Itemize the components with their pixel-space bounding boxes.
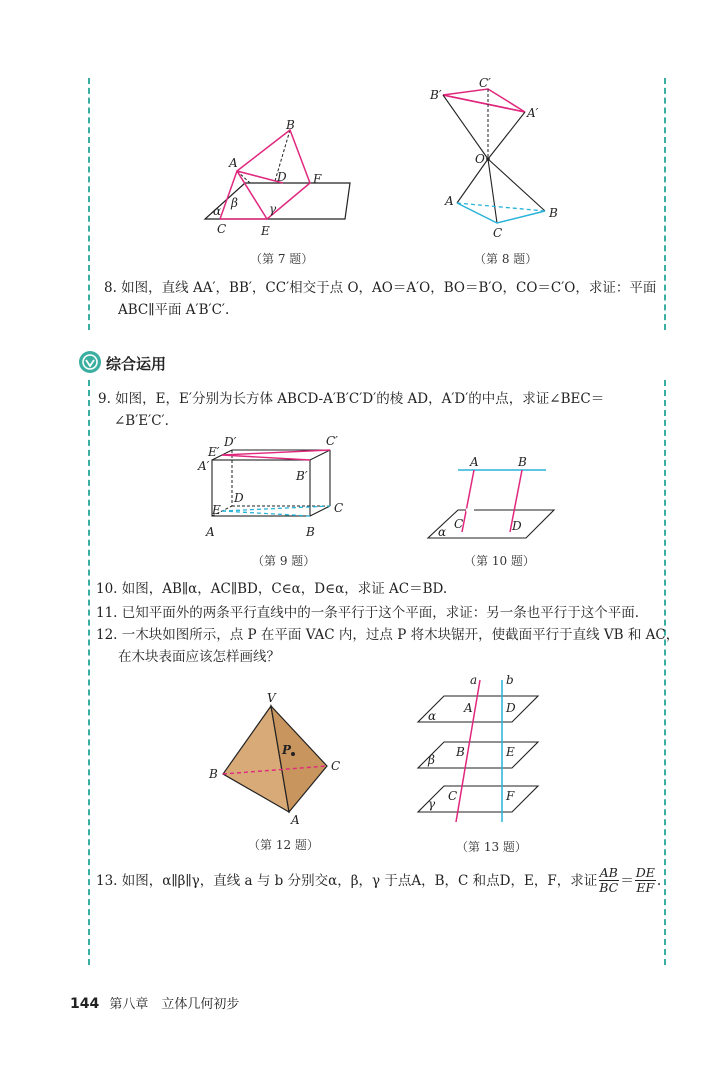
figure-13 (414, 672, 544, 832)
fig7-caption: （第 7 题） (250, 252, 314, 266)
fig13-label-a: a (470, 673, 478, 687)
fig10-label-alpha: α (438, 525, 447, 539)
fig8-label-C: C (493, 226, 503, 240)
fig9-label-A: A (206, 525, 215, 539)
fig8-label-A: A (445, 194, 454, 208)
section-title: 综合运用 (106, 355, 167, 373)
problem-13 (96, 866, 661, 895)
fraction-ab-numerator: AB (599, 865, 618, 880)
problem-10: 10. 如图，AB∥α，AC∥BD，C∈α，D∈α，求证 AC＝BD. (96, 581, 448, 597)
fig9-label-E: E (212, 503, 221, 517)
fig8-label-O: O (475, 152, 485, 166)
fig8-label-C1: C′ (479, 76, 491, 90)
figure-10 (422, 452, 572, 547)
fig13-label-b: b (506, 673, 514, 687)
fig7-label-D: D (277, 170, 287, 184)
fraction-ab-bc (598, 866, 619, 895)
margin-line-left-top (88, 78, 90, 330)
problem-13-end: . (656, 872, 662, 889)
page-footer (70, 993, 239, 1012)
fraction-de-denominator: EF (636, 880, 655, 895)
fig9-label-C: C (334, 501, 344, 515)
fig12-caption: （第 12 题） (248, 838, 319, 852)
fig13-label-A: A (464, 701, 473, 715)
fig9-label-B: B (306, 525, 315, 539)
problem-12-line2: 在木块表面应该怎样画线？ (118, 649, 280, 665)
problem-9-line2: ∠B′E′C′. (114, 413, 169, 429)
problem-11: 11. 已知平面外的两条平行直线中的一条平行于这个平面，求证：另一条也平行于这个平面. (96, 605, 640, 621)
margin-line-right-bottom (664, 380, 666, 965)
fig7-label-beta: β (231, 196, 238, 210)
figure-12 (205, 688, 350, 828)
fig9-label-D1: D′ (224, 435, 237, 449)
figure-7 (195, 115, 365, 245)
figure-8 (425, 75, 575, 245)
fig10-label-A: A (470, 455, 479, 469)
fig12-label-P: P (282, 743, 292, 757)
fig13-label-beta: β (428, 753, 435, 767)
problem-12-line1: 12. 一木块如图所示，点 P 在平面 VAC 内，过点 P 将木块锯开，使截面平行于直线 VB 和 AC， (96, 627, 680, 643)
margin-line-left-bottom (88, 380, 90, 965)
fig7-label-C: C (217, 222, 227, 236)
fraction-ab-denominator: BC (599, 880, 619, 895)
fig13-caption: （第 13 题） (456, 840, 527, 854)
figure-9 (190, 432, 360, 544)
fig7-label-gamma: γ (269, 202, 277, 216)
fig7-label-A: A (229, 156, 238, 170)
margin-line-right-top (664, 78, 666, 330)
fig10-caption: （第 10 题） (464, 554, 535, 568)
fraction-de-ef (635, 866, 656, 895)
fig9-caption: （第 9 题） (252, 554, 316, 568)
fig9-label-B1: B′ (296, 469, 308, 483)
fig12-label-V: V (267, 691, 276, 705)
chapter-title: 第八章 立体几何初步 (109, 997, 240, 1012)
fig10-label-C: C (454, 517, 464, 531)
fig8-label-A1: A′ (527, 106, 539, 120)
problem-13-text: 13. 如图，α∥β∥γ，直线 a 与 b 分别交α，β，γ 于点A，B，C 和点D，E，F，求证 (96, 872, 598, 889)
fraction-de-numerator: DE (635, 865, 655, 880)
fig10-label-B: B (518, 455, 527, 469)
fig13-label-B: B (456, 745, 465, 759)
fig8-caption: （第 8 题） (474, 252, 538, 266)
fig9-label-E1: E′ (208, 445, 220, 459)
fig7-label-F: F (313, 172, 322, 186)
problem-13-equals: ＝ (620, 872, 634, 889)
fig12-label-C: C (331, 759, 341, 773)
fig7-label-E: E (261, 224, 270, 238)
fig8-label-B: B (549, 206, 558, 220)
problem-8-line1: 8. 如图，直线 AA′，BB′，CC′相交于点 O，AO＝A′O，BO＝B′O，CO＝C′O，求证：平面 (104, 280, 657, 296)
fig13-label-gamma: γ (428, 797, 436, 811)
fig13-label-E: E (506, 745, 515, 759)
fig12-label-A: A (291, 813, 300, 827)
fig13-label-F: F (506, 789, 515, 803)
fig13-label-alpha: α (428, 709, 437, 723)
fig7-label-B: B (286, 118, 295, 132)
section-badge-icon (78, 350, 102, 374)
fig13-label-C: C (448, 789, 458, 803)
fig12-label-B: B (209, 767, 218, 781)
fig7-label-alpha: α (213, 204, 222, 218)
fig9-label-C1: C′ (326, 434, 338, 448)
problem-8-line2: ABC∥平面 A′B′C′. (118, 302, 230, 318)
problem-9-line1: 9. 如图，E，E′分别为长方体 ABCD-A′B′C′D′的棱 AD，A′D′的中点，求证∠BEC＝ (98, 391, 605, 407)
fig9-label-A1: A′ (198, 459, 210, 473)
page-number: 144 (70, 996, 100, 1012)
fig13-label-D: D (506, 701, 516, 715)
fig9-label-D: D (234, 491, 244, 505)
fig8-label-B1: B′ (430, 88, 442, 102)
fig10-label-D: D (512, 519, 522, 533)
